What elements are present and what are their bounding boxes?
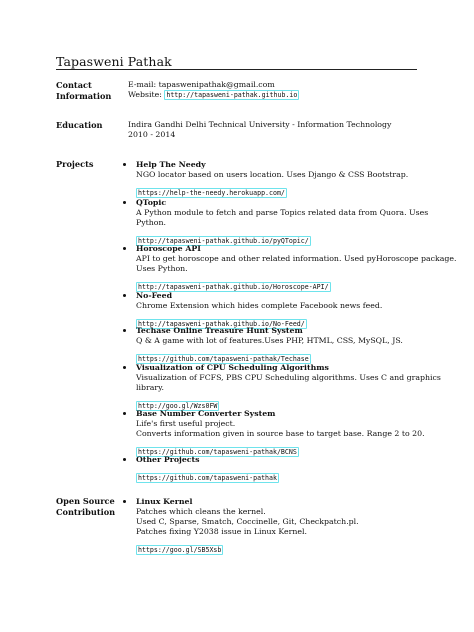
project-item <box>136 160 420 199</box>
bullet-icon <box>123 412 126 415</box>
bullet-icon <box>123 500 126 503</box>
project-link[interactable]: http://tapasweni-pathak.github.io/pyQTopic/ <box>138 237 309 245</box>
bullet-icon <box>123 366 126 369</box>
bullet-icon <box>123 294 126 297</box>
contribution-item <box>136 497 420 556</box>
education-details <box>128 120 420 140</box>
project-link[interactable]: https://github.com/tapasweni-pathak/BCNS <box>138 448 297 456</box>
project-desc: Converts information given in source base to target base. Range 2 to 20. <box>136 429 425 438</box>
project-desc: Chrome Extension which hides complete Facebook news feed. <box>136 301 383 310</box>
project-item <box>136 326 420 365</box>
contribution-title: Linux Kernel <box>136 497 193 506</box>
project-item <box>136 409 425 458</box>
project-desc: NGO locator based on users location. Uses Django & CSS Bootstrap. <box>136 170 409 179</box>
contribution-desc: Patches fixing Y2038 issue in Linux Kernel. <box>136 527 307 536</box>
bullet-icon <box>123 201 126 204</box>
project-title: QTopic <box>136 198 167 207</box>
education-years: 2010 - 2014 <box>128 130 176 139</box>
project-desc: API to get horoscope and other related information. Used pyHoroscope package. <box>136 254 457 263</box>
contact-details <box>128 80 420 100</box>
contribution-link[interactable]: https://goo.gl/SB5Xsb <box>138 546 222 554</box>
contact-section-label <box>56 80 111 102</box>
project-desc: Uses Python. <box>136 264 188 273</box>
project-link[interactable]: https://github.com/tapasweni-pathak/Techase <box>138 355 309 363</box>
project-title: Techase Online Treasure Hunt System <box>136 326 303 335</box>
project-title: Help The Needy <box>136 160 206 169</box>
website-link[interactable]: http://tapasweni-pathak.github.io <box>166 91 298 99</box>
contact-label-line1: Contact <box>56 80 92 90</box>
project-desc: Q & A game with lot of features.Uses PHP, HTML, CSS, MySQL, JS. <box>136 336 403 345</box>
project-link[interactable]: http://tapasweni-pathak.github.io/Horoscope-API/ <box>138 283 329 291</box>
project-desc: Python. <box>136 218 166 227</box>
project-desc: Life's first useful project. <box>136 419 236 428</box>
bullet-icon <box>123 329 126 332</box>
bullet-icon <box>123 163 126 166</box>
contribution-desc: Patches which cleans the kernel. <box>136 507 266 516</box>
project-title: Horoscope API <box>136 244 201 253</box>
project-link[interactable]: http://tapasweni-pathak.github.io/No-Feed/ <box>138 320 305 328</box>
resume-name: Tapasweni Pathak <box>56 54 172 69</box>
project-desc: A Python module to fetch and parse Topics related data from Quora. Uses <box>136 208 429 217</box>
project-link[interactable]: https://help-the-needy.herokuapp.com/ <box>138 189 285 197</box>
project-title: Other Projects <box>136 455 200 464</box>
project-item <box>136 244 457 293</box>
project-title: No-Feed <box>136 291 173 300</box>
contact-label-line2: Information <box>56 91 112 101</box>
project-link[interactable]: http://goo.gl/Wzs0FW <box>138 402 218 410</box>
education-school: Indira Gandhi Delhi Technical University - Information Technology <box>128 120 392 129</box>
project-item <box>136 198 429 247</box>
contact-email: E-mail: tapasweni​pathak@gmail.com <box>128 80 275 89</box>
project-item <box>136 363 441 412</box>
project-link[interactable]: https://github.com/tapasweni-pathak <box>138 474 277 482</box>
open-source-label-line1: Open Source <box>56 496 115 506</box>
project-desc: Visualization of FCFS, PBS CPU Scheduling algorithms. Uses C and graphics <box>136 373 441 382</box>
project-item <box>136 455 420 484</box>
header-rule <box>56 69 417 70</box>
bullet-icon <box>123 458 126 461</box>
open-source-label-line2: Contribution <box>56 507 116 517</box>
bullet-icon <box>123 247 126 250</box>
project-item <box>136 291 420 330</box>
website-prefix: Website: <box>128 90 162 99</box>
contact-website <box>128 90 420 100</box>
education-section-label: Education <box>56 120 103 130</box>
projects-section-label: Projects <box>56 159 94 169</box>
contribution-desc: Used C, Sparse, Smatch, Coccinelle, Git, Checkpatch.pl. <box>136 517 359 526</box>
project-title: Base Number Converter System <box>136 409 276 418</box>
project-desc: library. <box>136 383 164 392</box>
project-title: Visualization of CPU Scheduling Algorithms <box>136 363 329 372</box>
open-source-section-label <box>56 496 115 518</box>
